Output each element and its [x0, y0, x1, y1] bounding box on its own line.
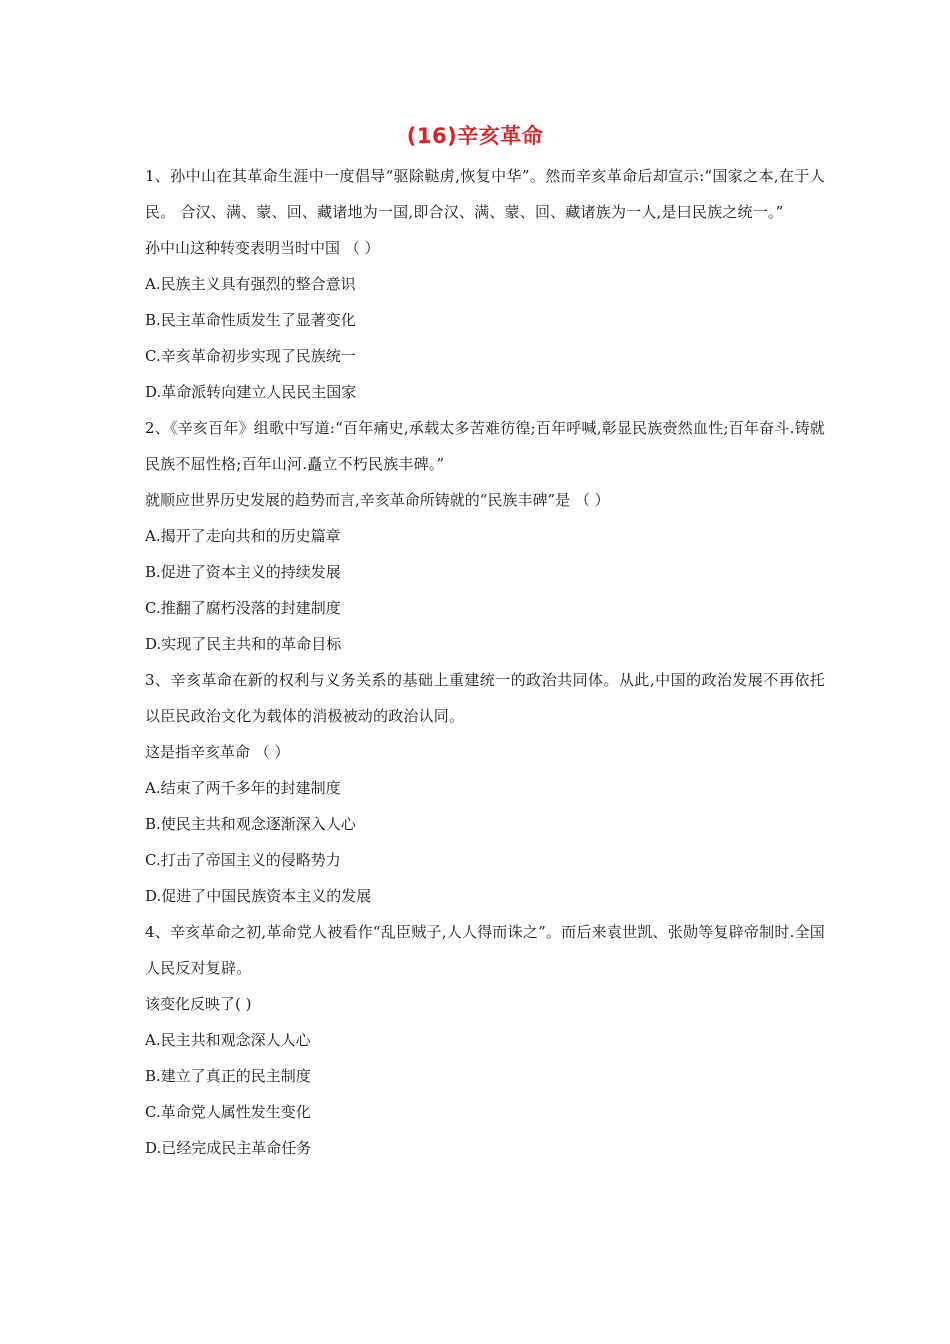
question-list	[145, 158, 825, 1166]
question-stem: 4、辛亥革命之初,革命党人被看作“乱臣贼子,人人得而诛之”。而后来袁世凯、张勋等复辟帝制时.全国人民反对复辟。	[145, 923, 825, 977]
question-stem: 2、《辛亥百年》组歌中写道:“百年痛史,承载太多苦难彷徨;百年呼喊,彰显民族赍然血性;百年奋斗.铸就民族不屈性格;百年山河.矗立不朽民族丰碑。”	[145, 419, 825, 473]
option-b: B.使民主共和观念逐渐深入人心	[145, 815, 356, 833]
option-d: D.促进了中国民族资本主义的发展	[145, 887, 372, 905]
option-b: B.建立了真正的民主制度	[145, 1067, 311, 1085]
question-1	[145, 158, 825, 410]
option-d: D.已经完成民主革命任务	[145, 1139, 312, 1157]
question-prompt: 就顺应世界历史发展的趋势而言,辛亥革命所铸就的“民族丰碑”是 （ ）	[145, 491, 610, 509]
option-c: C.革命党人属性发生变化	[145, 1103, 311, 1121]
question-3	[145, 662, 825, 914]
option-c: C.辛亥革命初步实现了民族统一	[145, 347, 356, 365]
question-prompt: 孙中山这种转变表明当时中国 （ ）	[145, 239, 380, 257]
question-stem: 3、辛亥革命在新的权利与义务关系的基础上重建统一的政治共同体。从此,中国的政治发展不再依托以臣民政治文化为载体的消极被动的政治认同。	[145, 671, 825, 725]
option-a: A.结束了两千多年的封建制度	[145, 779, 341, 797]
option-b: B.促进了资本主义的持续发展	[145, 563, 341, 581]
option-a: A.揭开了走向共和的历史篇章	[145, 527, 341, 545]
question-prompt: 这是指辛亥革命 （ ）	[145, 743, 290, 761]
question-stem: 1、孙中山在其革命生涯中一度倡导“驱除鞑虏,恢复中华”。然而辛亥革命后却宣示:“国家之本,在于人民。 合汉、满、蒙、回、藏诸地为一国,即合汉、满、蒙、回、藏诸族为一人,是曰民族之统一。”	[145, 167, 825, 221]
option-d: D.实现了民主共和的革命目标	[145, 635, 342, 653]
option-d: D.革命派转向建立人民民主国家	[145, 383, 357, 401]
option-a: A.民主共和观念深人人心	[145, 1031, 311, 1049]
option-a: A.民族主义具有强烈的整合意识	[145, 275, 356, 293]
option-c: C.打击了帝国主义的侵略势力	[145, 851, 341, 869]
question-4	[145, 914, 825, 1166]
option-c: C.推翻了腐朽没落的封建制度	[145, 599, 341, 617]
question-2	[145, 410, 825, 662]
option-b: B.民主革命性质发生了显著变化	[145, 311, 356, 329]
question-prompt: 该变化反映了( )	[145, 995, 252, 1013]
page-title: (16)辛亥革命	[406, 124, 544, 148]
